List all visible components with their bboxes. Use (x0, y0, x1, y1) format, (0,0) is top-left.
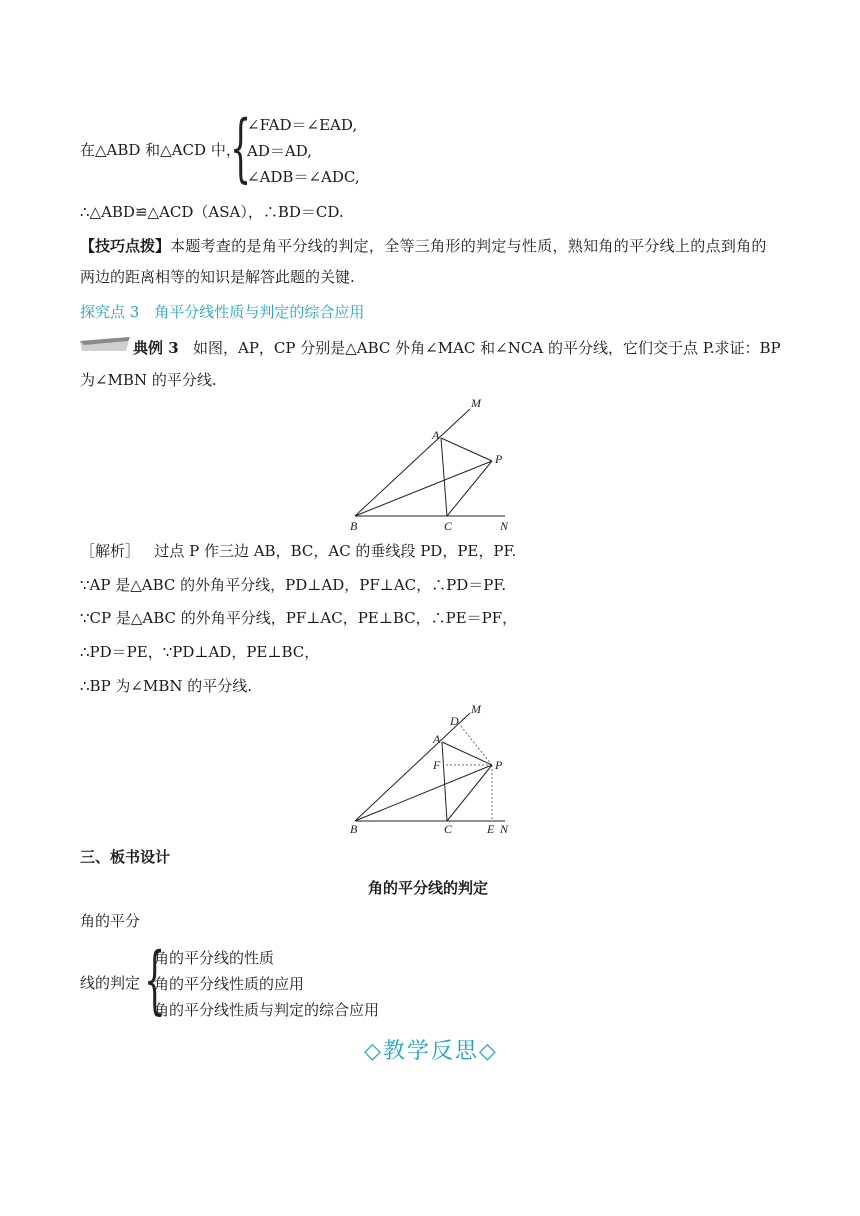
example-line-2: 为∠MBN 的平分线. (80, 371, 217, 389)
figure-1-diagram (340, 395, 530, 535)
fig2-label-f: F (433, 758, 441, 772)
fig1-label-n: N (500, 519, 509, 533)
fig1-label-p: P (495, 452, 503, 466)
tip-paragraph (80, 236, 767, 256)
proof-condition-3: ∠ADB＝∠ADC, (247, 168, 360, 186)
fig2-label-d: D (450, 714, 459, 728)
fig1-label-c: C (444, 519, 453, 533)
fig2-label-m: M (471, 703, 481, 716)
solution-line-5: ∴BP 为∠MBN 的平分线. (80, 677, 253, 695)
fig2-label-e: E (487, 822, 495, 836)
proof-condition-2: AD＝AD, (247, 142, 312, 160)
solution-line-2: ∵AP 是△ABC 的外角平分线，PD⊥AD，PF⊥AC，∴PD＝PF. (80, 576, 507, 594)
board-heading: 三、板书设计 (80, 848, 171, 866)
board-brace: { (144, 937, 166, 1023)
fig1-label-m: M (471, 396, 481, 410)
example-ribbon-icon (80, 336, 130, 350)
tip-label: 【技巧点拨】 (80, 237, 171, 255)
board-left-line-1: 角的平分 (80, 912, 141, 930)
proof-intro: 在△ABD 和△ACD 中， (80, 141, 241, 159)
board-item-1: 角的平分线的性质 (154, 949, 275, 967)
proof-condition-1: ∠FAD＝∠EAD, (247, 116, 358, 134)
example-line-1 (133, 338, 781, 358)
fig2-label-n: N (500, 822, 509, 836)
example-text: 如图，AP，CP 分别是△ABC 外角∠MAC 和∠NCA 的平分线，它们交于点 P.求证：BP (192, 339, 781, 357)
board-title: 角的平分线的判定 (368, 879, 489, 897)
solution-line-1 (80, 541, 516, 561)
solution-line-3: ∵CP 是△ABC 的外角平分线，PF⊥AC，PE⊥BC，∴PE＝PF， (80, 609, 518, 627)
figure-2-diagram (340, 703, 530, 843)
fig1-label-b: B (350, 519, 358, 533)
fig2-label-c: C (444, 822, 453, 836)
reflection-title: ◇教学反思◇ (364, 1039, 498, 1064)
fig2-label-p: P (495, 758, 503, 772)
fig2-label-b: B (350, 822, 358, 836)
brace-left: { (230, 105, 252, 191)
fig1-label-a: A (432, 428, 440, 442)
solution-text-1: 过点 P 作三边 AB，BC，AC 的垂线段 PD，PE，PF. (154, 542, 517, 560)
fig2-label-a: A (433, 732, 441, 746)
proof-conclusion: ∴△ABD≌△ACD（ASA），∴BD＝CD. (80, 203, 344, 221)
board-item-2: 角的平分线性质的应用 (154, 975, 305, 993)
board-left-line-2: 线的判定 (80, 974, 141, 992)
solution-line-4: ∴PD＝PE，∵PD⊥AD，PE⊥BC， (80, 643, 320, 661)
board-item-3: 角的平分线性质与判定的综合应用 (154, 1001, 380, 1019)
tip-line-2: 两边的距离相等的知识是解答此题的关键. (80, 268, 355, 286)
tip-line-1: 本题考查的是角平分线的判定，全等三角形的判定与性质，熟知角的平分线上的点到角的 (170, 237, 767, 255)
example-label: 典例 3 (133, 339, 179, 357)
solution-label: ［解析］ (80, 542, 141, 560)
section-title: 探究点 3 角平分线性质与判定的综合应用 (80, 303, 365, 321)
